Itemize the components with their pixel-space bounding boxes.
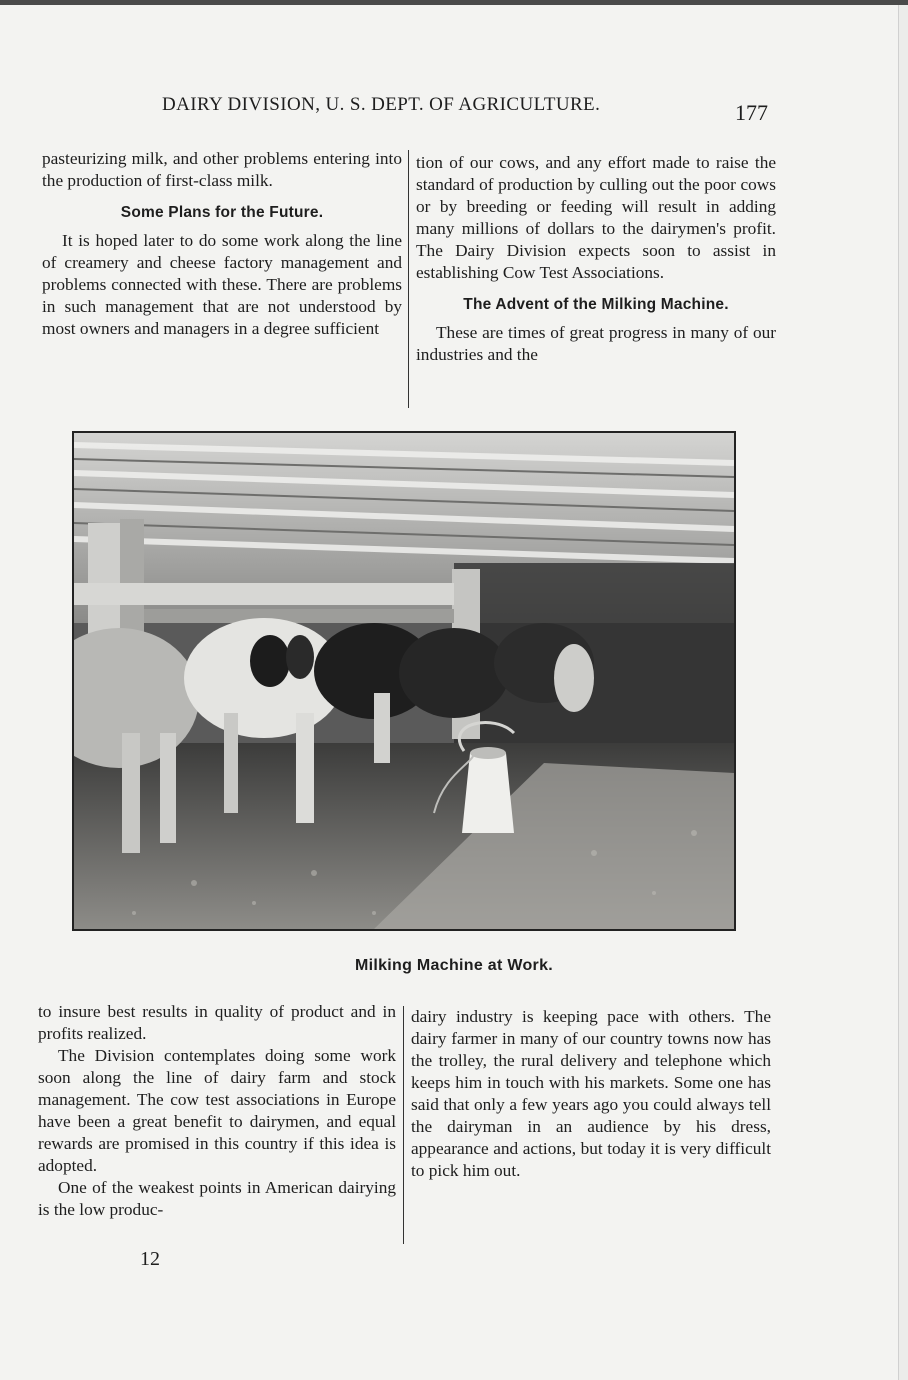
paragraph: The Division contemplates doing some work soon along the line of dairy farm and stock management. The cow test associations in Europe have been a great benefit to dairymen, and equal rewards are promised in this country if this idea is adopted. xyxy=(38,1046,396,1175)
page-number: 177 xyxy=(735,100,768,125)
page-right-edge xyxy=(898,5,908,1380)
page-header xyxy=(150,94,790,124)
paragraph: dairy industry is keeping pace with others. The dairy farmer in many of our country towns now has the trolley, the rural delivery and telephone which keeps him in touch with his markets. Some one has said that only a few years ago you could always tell the dairyman in an audience by his dress, appearance and actions, but today it is very difficult to pick him out. xyxy=(411,1007,771,1180)
paragraph: tion of our cows, and any effort made to raise the standard of production by culling out the poor cows or by breeding or feeding will result in adding many millions of dollars to the dairymen's profit. The Dairy Division expects soon to assist in establishing Cow Test Associations. xyxy=(416,153,776,282)
section-heading: The Advent of the Milking Machine. xyxy=(463,296,729,313)
page-top-edge xyxy=(0,0,908,5)
paragraph: It is hoped later to do some work along the line of creamery and cheese factory management and problems connected with these. There are problems in such management that are not understood by most owners and managers in a degree sufficient xyxy=(42,231,402,338)
column-top-right xyxy=(416,152,776,366)
paragraph: to insure best results in quality of product and in profits realized. xyxy=(38,1002,396,1043)
column-bottom-left xyxy=(38,1001,396,1221)
milking-machine-photo xyxy=(72,431,736,931)
column-top-left xyxy=(42,148,402,340)
section-heading: Some Plans for the Future. xyxy=(120,204,324,221)
column-bottom-right xyxy=(411,1006,771,1182)
column-divider xyxy=(408,150,409,408)
paragraph: pasteurizing milk, and other problems entering into the production of first-class milk. xyxy=(42,149,402,190)
paragraph: One of the weakest points in American dairying is the low produc- xyxy=(38,1178,396,1219)
figure-caption: Milking Machine at Work. xyxy=(354,957,554,974)
signature-mark: 12 xyxy=(140,1248,160,1270)
column-divider xyxy=(403,1006,404,1244)
running-head: DAIRY DIVISION, U. S. DEPT. OF AGRICULTURE. xyxy=(162,94,601,115)
paragraph: These are times of great progress in many of our industries and the xyxy=(416,323,776,364)
